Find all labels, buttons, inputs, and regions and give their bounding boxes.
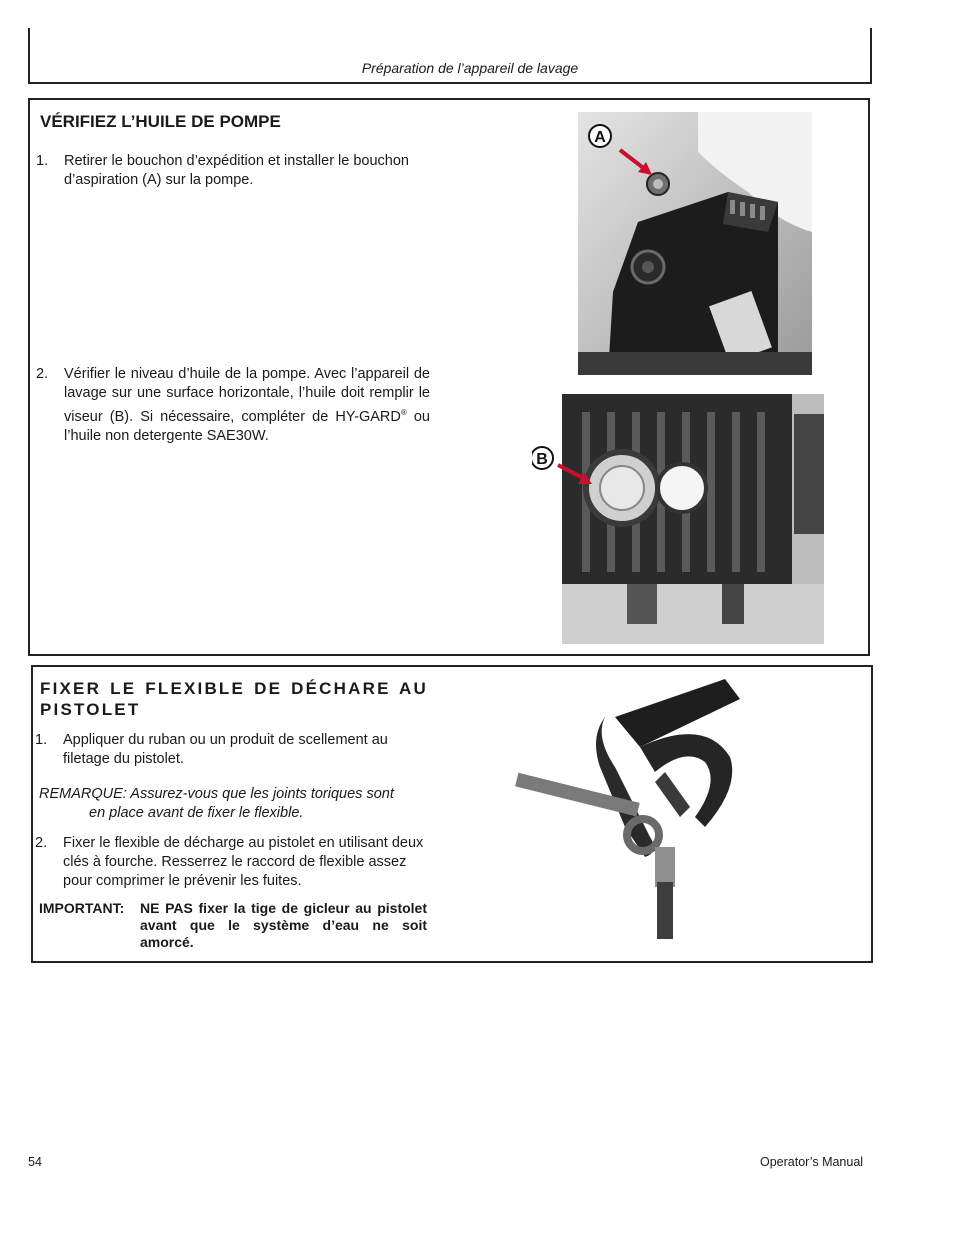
manual-title: Operator’s Manual (760, 1155, 864, 1169)
callout-b: B (536, 451, 548, 468)
section-title: VÉRIFIEZ L’HUILE DE POMPE (40, 112, 281, 131)
step-2 (35, 834, 429, 891)
step-text: Vérifier le niveau d’huile de la pompe. Avec l’appareil de lavage sur une surface horizontale, l’huile doit remplir le viseur (B). Si nécessaire, compléter de HY-GARD® ou l’huile non detergente SAE30W. (64, 366, 430, 444)
step-number: 2. (36, 366, 49, 382)
remark-note (39, 785, 431, 823)
section-title: FIXER LE FLEXIBLE DE DÉCHARE AU PISTOLET (40, 679, 428, 719)
oil-sight-glass-photo (532, 394, 824, 644)
step-1 (35, 731, 429, 769)
page-number: 54 (28, 1155, 42, 1169)
step-text: Fixer le flexible de décharge au pistolet en utilisant deux clés à fourche. Resserrez le raccord de flexible assez pour comprimer le prévenir les fuites. (63, 835, 424, 889)
step-text: Appliquer du ruban ou un produit de scellement au filetage du pistolet. (63, 732, 388, 767)
spray-gun-photo (515, 677, 777, 939)
important-label: IMPORTANT: (39, 900, 125, 916)
important-note (39, 900, 427, 951)
header-frame (28, 28, 872, 84)
important-text: NE PAS fixer la tige de gicleur au pistolet avant que le système d’eau ne soit amorcé. (140, 900, 427, 950)
step-1 (36, 152, 430, 190)
section-attach-hose (31, 665, 873, 963)
step-number: 1. (35, 732, 48, 748)
page-header-title: Préparation de l’appareil de lavage (361, 60, 579, 76)
step-text: Retirer le bouchon d’expédition et installer le bouchon d’aspiration (A) sur la pompe. (64, 153, 409, 188)
remark-line-2: en place avant de fixer le flexible. (89, 805, 304, 821)
pump-cap-photo (578, 112, 812, 375)
callout-a: A (594, 129, 606, 146)
section-check-pump-oil (28, 98, 870, 656)
step-number: 2. (35, 835, 48, 851)
step-2 (36, 365, 430, 446)
remark-line-1: REMARQUE: Assurez-vous que les joints toriques sont (39, 786, 394, 802)
step-number: 1. (36, 153, 49, 169)
